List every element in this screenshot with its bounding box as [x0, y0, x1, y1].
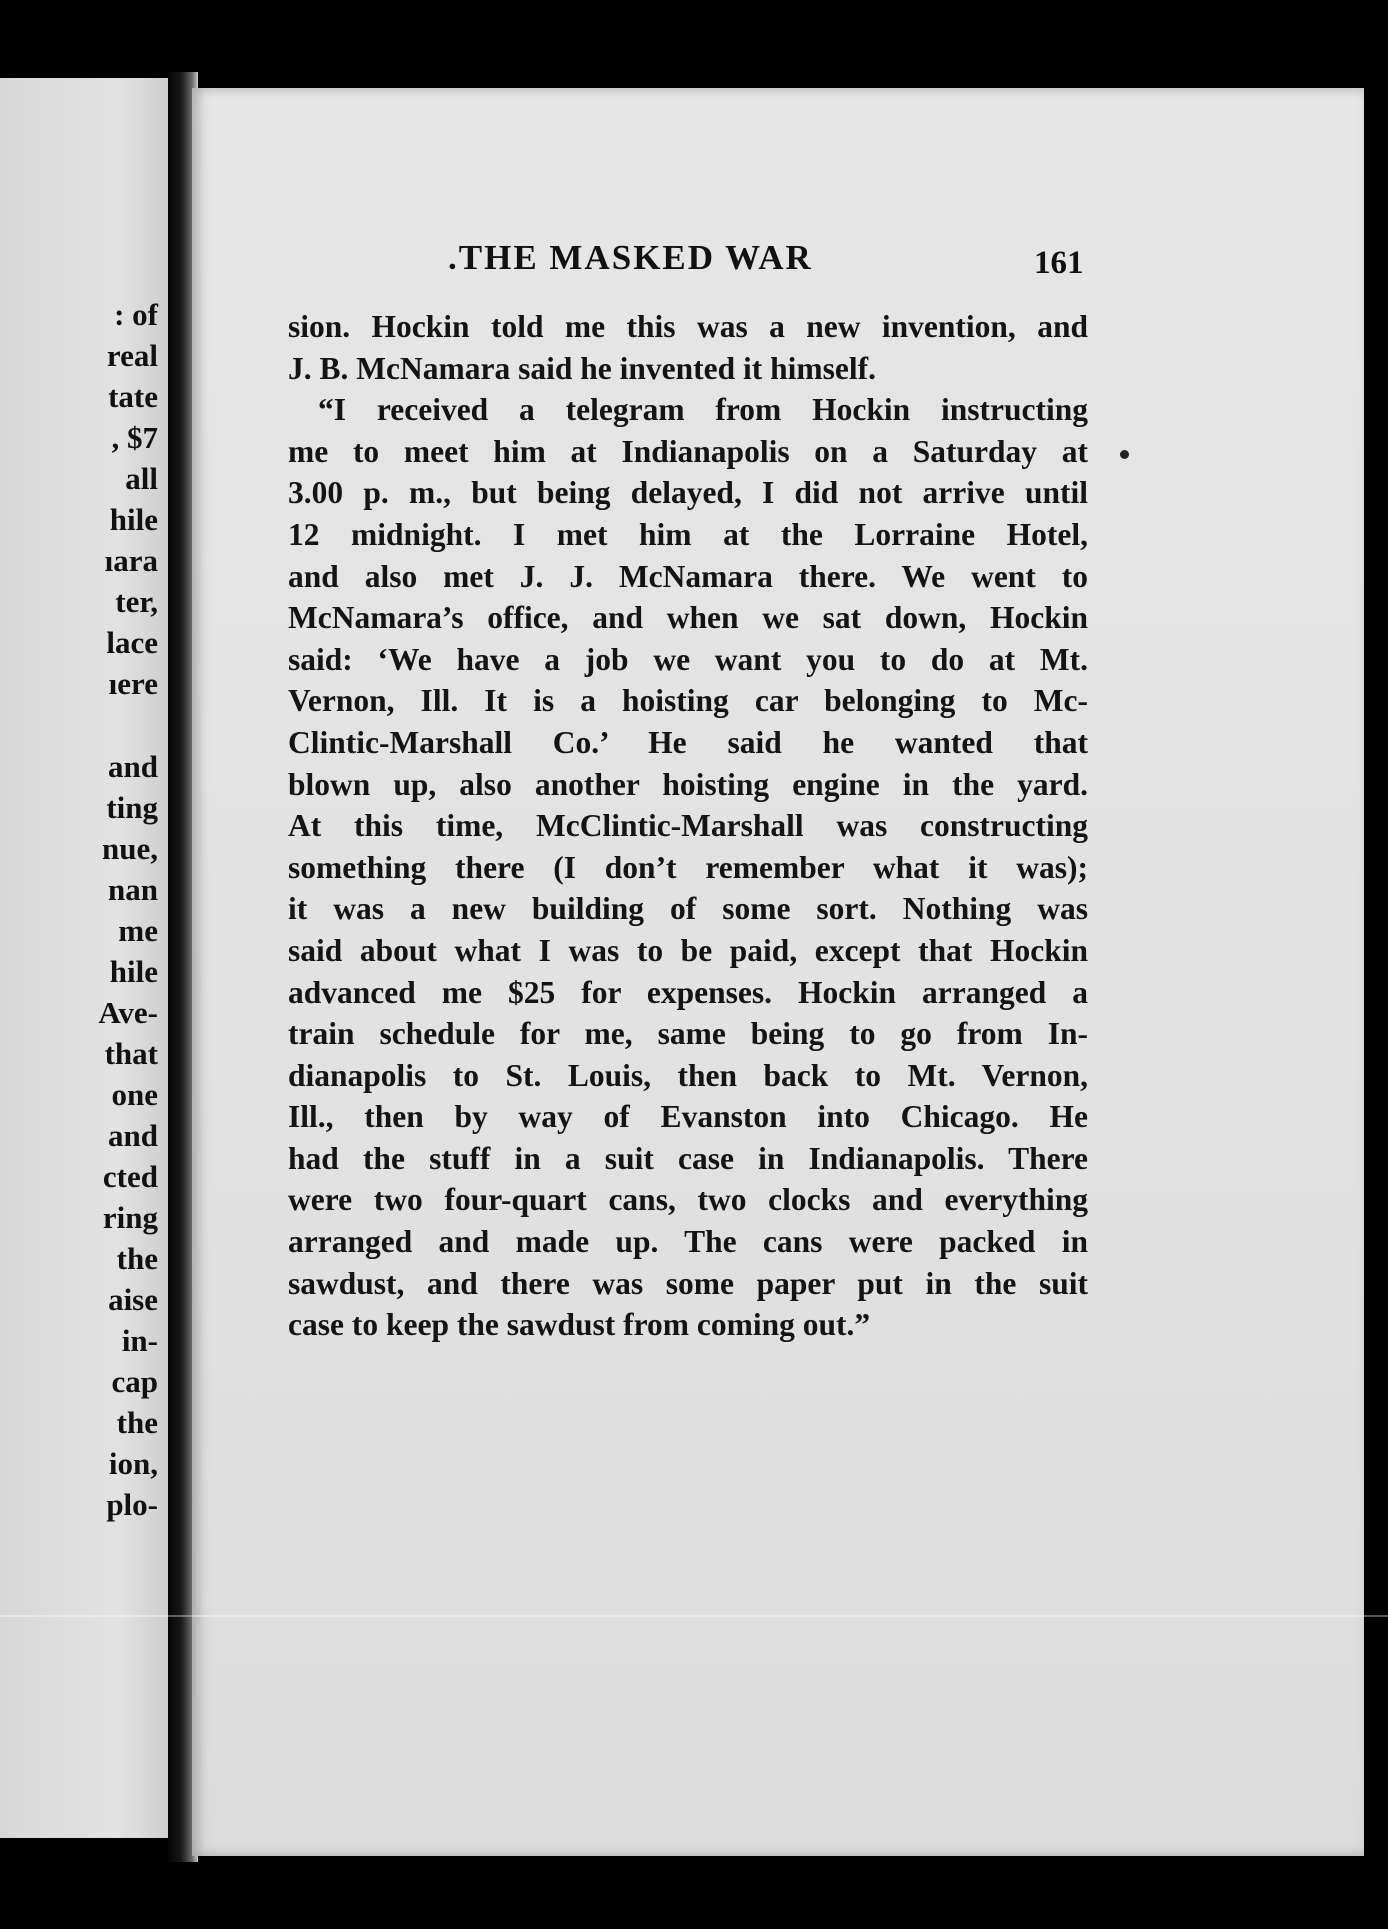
text-line: Vernon, Ill. It is a hoisting car belonging to Mc-: [288, 683, 1088, 719]
text-line: arranged and made up. The cans were packed in: [288, 1224, 1088, 1260]
text-line: sawdust, and there was some paper put in the suit: [288, 1265, 1088, 1301]
facing-page-fragment: ter,: [115, 584, 158, 619]
facing-page-fragment: that: [104, 1036, 158, 1071]
facing-page: [0, 78, 168, 1838]
facing-page-fragment: cap: [111, 1364, 158, 1399]
facing-page-fragment: hile: [109, 502, 158, 537]
facing-page-fragment: real: [106, 338, 158, 373]
text-line: 12 midnight. I met him at the Lorraine Hotel,: [288, 516, 1088, 552]
text-line: Ill., then by way of Evanston into Chicago. He: [288, 1099, 1088, 1135]
facing-page-fragment: the: [116, 1241, 158, 1276]
text-line: “I received a telegram from Hockin instructing: [318, 392, 1088, 428]
text-line: had the stuff in a suit case in Indianapolis. There: [288, 1140, 1088, 1176]
facing-page-fragment: one: [111, 1077, 158, 1112]
facing-page-fragment: ıere: [108, 666, 158, 701]
facing-page-fragment: plo-: [106, 1487, 158, 1522]
text-line: sion. Hockin told me this was a new invention, and: [288, 309, 1088, 344]
facing-page-fragment: ting: [106, 790, 158, 825]
facing-page-fragment: ring: [102, 1200, 158, 1235]
facing-page-fragment: and: [108, 749, 158, 784]
facing-page-fragment: all: [125, 461, 158, 496]
text-line: blown up, also another hoisting engine in the yard.: [288, 766, 1088, 802]
text-line: McNamara’s office, and when we sat down, Hockin: [288, 600, 1088, 636]
text-line: me to meet him at Indianapolis on a Saturday at: [288, 433, 1088, 469]
text-line: train schedule for me, same being to go from In-: [288, 1016, 1088, 1052]
facing-page-fragment: nan: [108, 872, 158, 907]
facing-page-fragment: in-: [121, 1323, 158, 1358]
facing-page-fragment: cted: [102, 1159, 158, 1194]
facing-page-fragment: tate: [108, 379, 158, 414]
facing-page-fragment: lace: [106, 625, 158, 660]
text-line: Clintic-Marshall Co.’ He said he wanted that: [288, 724, 1088, 760]
facing-page-fragment: : of: [114, 297, 158, 332]
facing-page-fragment: nue,: [102, 831, 158, 866]
text-line: it was a new building of some sort. Nothing was: [288, 891, 1088, 927]
text-line: At this time, McClintic-Marshall was constructing: [288, 808, 1088, 844]
text-line: something there (I don’t remember what it was);: [288, 849, 1088, 885]
facing-page-fragment: and: [108, 1118, 158, 1153]
scan-artifact-line: [0, 1615, 1388, 1617]
text-line: J. B. McNamara said he invented it himself.: [288, 350, 876, 386]
facing-page-fragment: the: [116, 1405, 158, 1440]
text-line: and also met J. J. McNamara there. We went to: [288, 558, 1088, 594]
facing-page-fragment: hile: [109, 954, 158, 989]
text-line: said: ‘We have a job we want you to do at Mt.: [288, 641, 1088, 677]
facing-page-fragment: , $7: [111, 420, 158, 455]
margin-ink-dot: [1120, 450, 1129, 459]
text-line: advanced me $25 for expenses. Hockin arranged a: [288, 974, 1088, 1010]
facing-page-fragment: aise: [108, 1282, 158, 1317]
text-line: 3.00 p. m., but being delayed, I did not arrive until: [288, 475, 1088, 511]
text-line: were two four-quart cans, two clocks and everything: [288, 1182, 1088, 1218]
text-line: case to keep the sawdust from coming out.”: [288, 1307, 871, 1343]
running-head: .THE MASKED WAR: [448, 238, 813, 277]
facing-page-fragment: ion,: [108, 1446, 158, 1481]
facing-page-fragment: ıara: [104, 543, 158, 578]
body-text: [288, 306, 1088, 1346]
facing-page-fragment: me: [118, 913, 158, 948]
facing-page-fragment: Ave-: [98, 995, 158, 1030]
text-line: said about what I was to be paid, except that Hockin: [288, 932, 1088, 968]
page-number: 161: [1034, 245, 1084, 281]
text-line: dianapolis to St. Louis, then back to Mt. Vernon,: [288, 1057, 1088, 1093]
